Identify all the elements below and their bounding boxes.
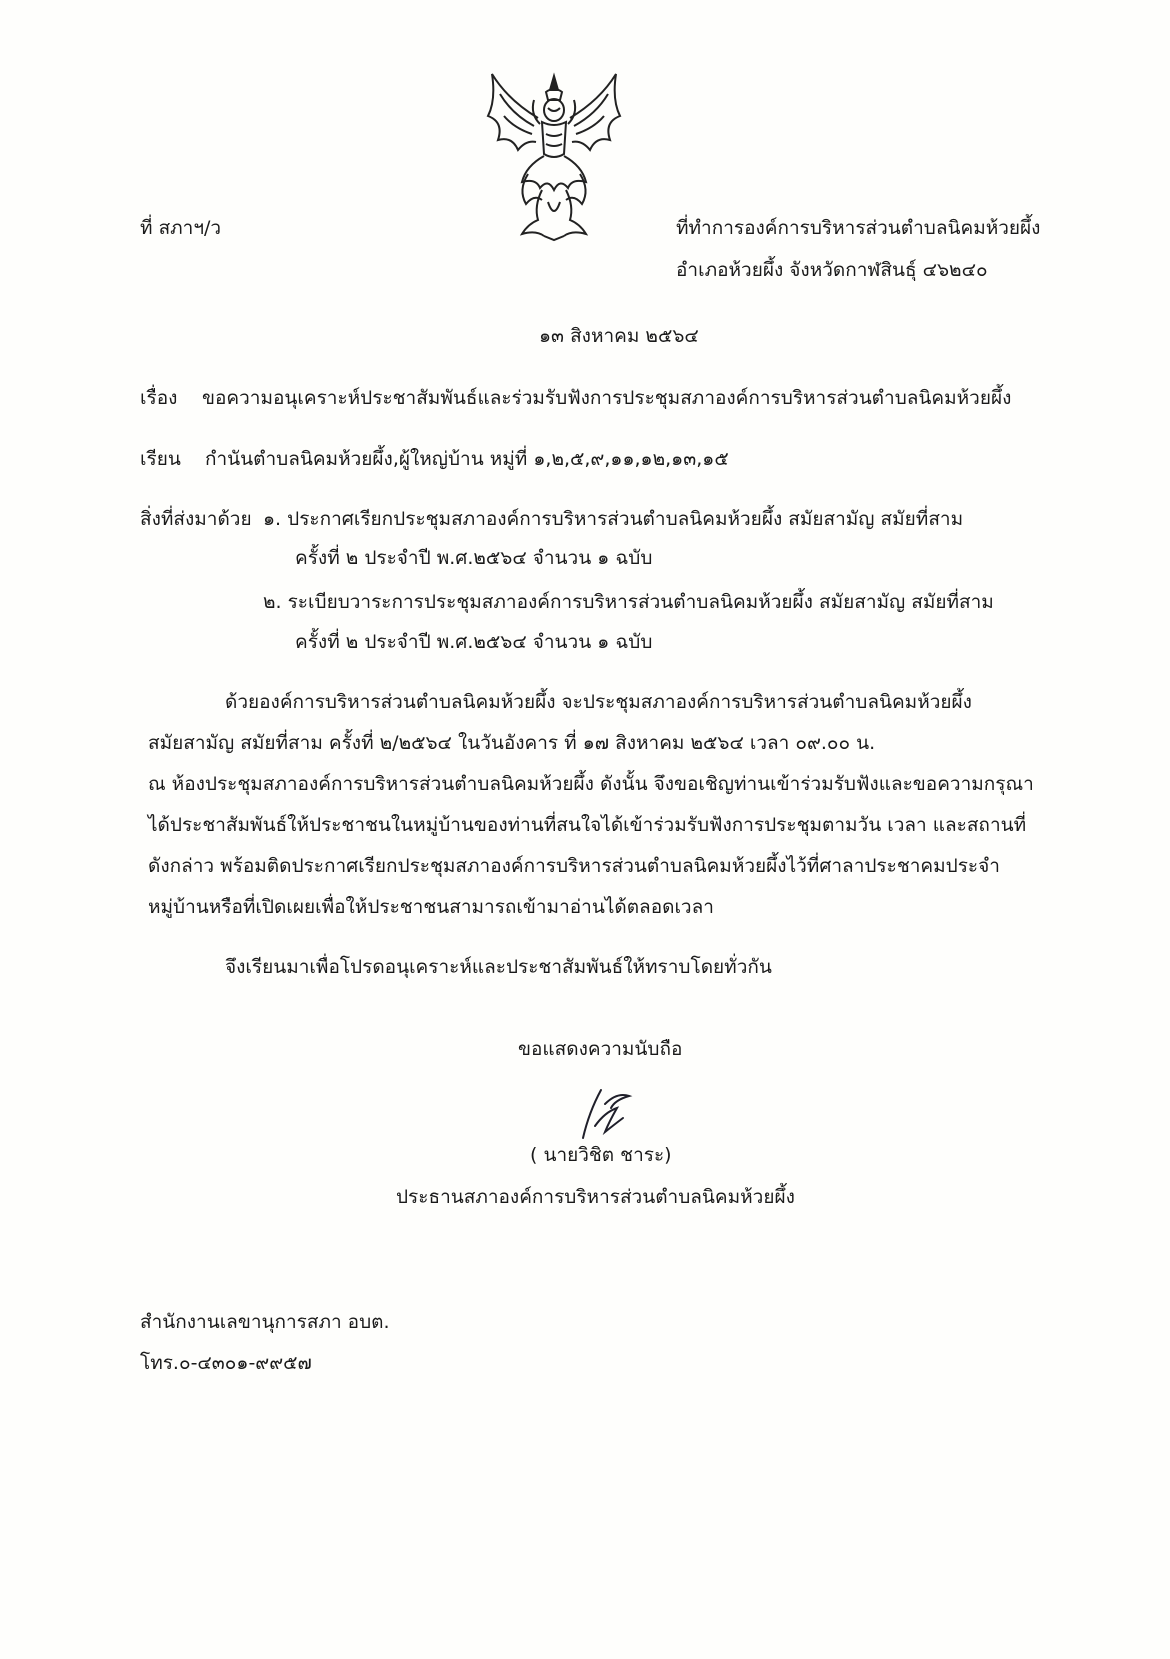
enclosure-item-2-line1: ๒. ระเบียบวาระการประชุมสภาองค์การบริหารส่วนตำบลนิคมห้วยผึ้ง สมัยสามัญ สมัยที่สาม [263, 591, 994, 613]
signatory-position: ประธานสภาองค์การบริหารส่วนตำบลนิคมห้วยผึ้ง [396, 1186, 795, 1208]
footer-phone: โทร.๐-๔๓๐๑-๙๙๕๗ [140, 1352, 312, 1374]
recipient-label: เรียน [140, 448, 181, 470]
office-address-line2: อำเภอห้วยผึ้ง จังหวัดกาฬสินธุ์ ๔๖๒๔๐ [676, 259, 988, 281]
enclosure-item-2-line2: ครั้งที่ ๒ ประจำปี พ.ศ.๒๕๖๔ จำนวน ๑ ฉบับ [295, 631, 653, 653]
recipient-text: กำนันตำบลนิคมห้วยผึ้ง,ผู้ใหญ่บ้าน หมู่ที่ ๑,๒,๕,๙,๑๑,๑๒,๑๓,๑๕ [205, 448, 729, 470]
body-line: ณ ห้องประชุมสภาองค์การบริหารส่วนตำบลนิคมห้วยผึ้ง ดังนั้น จึงขอเชิญท่านเข้าร่วมรับฟังและขอความกรุณา [148, 773, 1034, 795]
body-paragraph [148, 690, 1046, 930]
body-line: ด้วยองค์การบริหารส่วนตำบลนิคมห้วยผึ้ง จะประชุมสภาองค์การบริหารส่วนตำบลนิคมห้วยผึ้ง [225, 691, 972, 713]
body-line: สมัยสามัญ สมัยที่สาม ครั้งที่ ๒/๒๕๖๔ ในวันอังคาร ที่ ๑๗ สิงหาคม ๒๕๖๔ เวลา ๐๙.๐๐ น. [148, 732, 876, 754]
handwritten-signature-icon [565, 1082, 655, 1142]
enclosure-item-1-line2: ครั้งที่ ๒ ประจำปี พ.ศ.๒๕๖๔ จำนวน ๑ ฉบับ [295, 547, 653, 569]
footer-office: สำนักงานเลขานุการสภา อบต. [140, 1311, 390, 1333]
body-line: ได้ประชาสัมพันธ์ให้ประชาชนในหมู่บ้านของท่านที่สนใจได้เข้าร่วมรับฟังการประชุมตามวัน เวลา และสถานที่ [148, 814, 1027, 836]
subject-text: ขอความอนุเคราะห์ประชาสัมพันธ์และร่วมรับฟังการประชุมสภาองค์การบริหารส่วนตำบลนิคมห้วยผึ้ง [202, 387, 1012, 409]
garuda-emblem-icon [478, 70, 630, 242]
enclosure-item-1-line1: ๑. ประกาศเรียกประชุมสภาองค์การบริหารส่วนตำบลนิคมห้วยผึ้ง สมัยสามัญ สมัยที่สาม [263, 508, 964, 530]
document-date: ๑๓ สิงหาคม ๒๕๖๔ [539, 325, 699, 347]
body-line: ดังกล่าว พร้อมติดประกาศเรียกประชุมสภาองค์การบริหารส่วนตำบลนิคมห้วยผึ้งไว้ที่ศาลาประชาคมประจำ [148, 855, 1000, 877]
regards-text: ขอแสดงความนับถือ [518, 1038, 683, 1060]
subject-label: เรื่อง [140, 387, 178, 409]
closing-request: จึงเรียนมาเพื่อโปรดอนุเคราะห์และประชาสัมพันธ์ให้ทราบโดยทั่วกัน [225, 956, 772, 978]
enclosures-label: สิ่งที่ส่งมาด้วย [140, 508, 252, 530]
office-address-line1: ที่ทำการองค์การบริหารส่วนตำบลนิคมห้วยผึ้ง [676, 217, 1041, 239]
reference-number: ที่ สภาฯ/ว [140, 217, 222, 239]
signatory-name: ( นายวิชิต ชาระ) [530, 1144, 672, 1166]
body-line: หมู่บ้านหรือที่เปิดเผยเพื่อให้ประชาชนสามารถเข้ามาอ่านได้ตลอดเวลา [148, 896, 714, 918]
